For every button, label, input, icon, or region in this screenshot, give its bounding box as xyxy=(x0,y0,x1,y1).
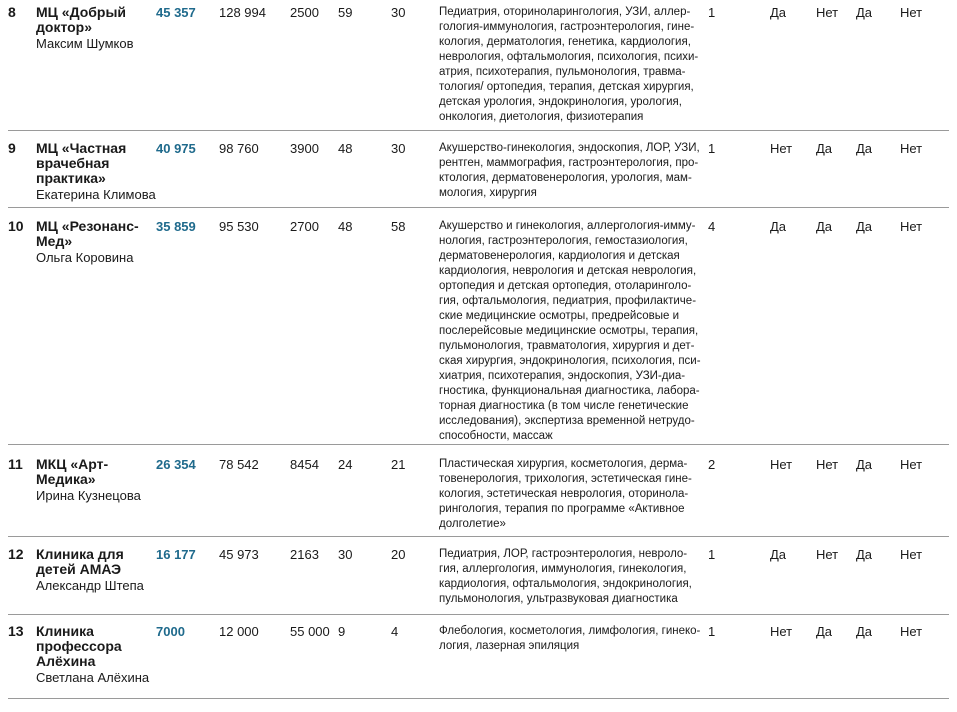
clinic-title-line: МКЦ «Арт- xyxy=(36,456,109,472)
value-col-2: 95 530 xyxy=(219,219,259,234)
specialization-line: тология/ ортопедия, терапия, детская хирургия, xyxy=(439,81,694,93)
specialization-line: ортопедия и детская ортопедия, отоларинголо- xyxy=(439,280,692,292)
value-col-3: 2700 xyxy=(290,219,319,234)
row-divider xyxy=(8,130,949,131)
director-name: Ирина Кузнецова xyxy=(36,488,141,503)
specialization-line: ская хирургия, эндокринология, психология, пси- xyxy=(439,355,701,367)
rank-number: 13 xyxy=(8,623,24,639)
flag-col-9: Нет xyxy=(816,5,839,20)
value-col-2: 78 542 xyxy=(219,457,259,472)
value-col-4: 9 xyxy=(338,624,346,639)
specialization-line: мология, хирургия xyxy=(439,187,537,199)
flag-col-8: Да xyxy=(770,547,787,562)
value-col-5: 58 xyxy=(391,219,406,234)
specializations-cell xyxy=(439,141,704,201)
value-col-2: 128 994 xyxy=(219,5,266,20)
value-col-2: 98 760 xyxy=(219,141,259,156)
flag-col-9: Нет xyxy=(816,457,839,472)
clinic-name-cell xyxy=(36,547,156,593)
value-col-3: 2500 xyxy=(290,5,319,20)
clinic-title-line: МЦ «Добрый xyxy=(36,4,127,20)
specialization-line: детская урология, эндокринология, урология, xyxy=(439,96,682,108)
value-col-5: 4 xyxy=(391,624,399,639)
specialization-line: гия, аллергология, иммунология, гинекология, xyxy=(439,563,687,575)
clinic-title-line: Клиника для xyxy=(36,546,124,562)
flag-col-10: Да xyxy=(856,5,873,20)
specialization-line: кология, дерматология, генетика, кардиология, xyxy=(439,36,691,48)
clinic-name-cell xyxy=(36,624,156,685)
revenue-value: 45 357 xyxy=(156,5,196,20)
specialization-line: атрия, психотерапия, пульмонология, травма- xyxy=(439,66,686,78)
flag-col-11: Нет xyxy=(900,547,923,562)
director-name: Александр Штепа xyxy=(36,578,144,593)
specialization-line: гия, офтальмология, педиатрия, профилактиче- xyxy=(439,295,697,307)
specialization-line: ктология, дерматовенерология, урология, мам- xyxy=(439,172,692,184)
specialization-line: пульмонология, травматология, хирургия и дет- xyxy=(439,340,695,352)
value-col-5: 30 xyxy=(391,141,406,156)
value-col-3: 3900 xyxy=(290,141,319,156)
value-col-4: 48 xyxy=(338,141,353,156)
clinic-name-cell xyxy=(36,5,156,51)
clinic-title-line: профессора xyxy=(36,638,122,654)
specialization-line: кология, эстетическая неврология, оторинола- xyxy=(439,488,689,500)
row-divider xyxy=(8,207,949,208)
specialization-line: Педиатрия, оториноларингология, УЗИ, аллер- xyxy=(439,6,691,18)
clinic-title-line: доктор» xyxy=(36,19,93,35)
specialization-line: ские медицинские осмотры, предрейсовые и xyxy=(439,310,680,322)
revenue-value: 26 354 xyxy=(156,457,196,472)
specialization-line: Флебология, косметология, лимфология, гинеко- xyxy=(439,625,701,637)
row-divider xyxy=(8,698,949,699)
clinic-title-line: Алёхина xyxy=(36,653,96,669)
specialization-line: товенерология, трихология, эстетическая гине- xyxy=(439,473,692,485)
flag-col-11: Нет xyxy=(900,624,923,639)
flag-col-10: Да xyxy=(856,219,873,234)
value-col-7: 1 xyxy=(708,624,716,639)
flag-col-10: Да xyxy=(856,624,873,639)
revenue-value: 35 859 xyxy=(156,219,196,234)
value-col-4: 30 xyxy=(338,547,353,562)
director-name: Екатерина Климова xyxy=(36,187,156,202)
flag-col-9: Да xyxy=(816,141,833,156)
clinic-title-line: врачебная xyxy=(36,155,110,171)
director-name: Ольга Коровина xyxy=(36,250,134,265)
specializations-cell xyxy=(439,219,704,444)
rank-number: 12 xyxy=(8,546,24,562)
specialization-line: дерматовенерология, кардиология и детская xyxy=(439,250,680,262)
specializations-cell xyxy=(439,547,704,607)
specialization-line: нология, гастроэнтерология, гемостазиология, xyxy=(439,235,688,247)
value-col-5: 30 xyxy=(391,5,406,20)
specialization-line: кардиология, неврология и детская неврология, xyxy=(439,265,697,277)
rank-number: 9 xyxy=(8,140,16,156)
row-divider xyxy=(8,444,949,445)
director-name: Максим Шумков xyxy=(36,36,134,51)
flag-col-11: Нет xyxy=(900,141,923,156)
value-col-7: 1 xyxy=(708,141,716,156)
specialization-line: кардиология, офтальмология, эндокринология, xyxy=(439,578,692,590)
revenue-value: 7000 xyxy=(156,624,185,639)
value-col-5: 20 xyxy=(391,547,406,562)
flag-col-8: Нет xyxy=(770,141,793,156)
value-col-7: 2 xyxy=(708,457,716,472)
specialization-line: онкология, диетология, физиотерапия xyxy=(439,111,644,123)
value-col-3: 2163 xyxy=(290,547,319,562)
specialization-line: логия, лазерная эпиляция xyxy=(439,640,580,652)
clinic-title-line: Медика» xyxy=(36,471,96,487)
specialization-line: послерейсовые медицинские осмотры, терапия, xyxy=(439,325,699,337)
specialization-line: торная диагностика (в том числе генетические xyxy=(439,400,689,412)
value-col-2: 45 973 xyxy=(219,547,259,562)
specialization-line: Педиатрия, ЛОР, гастроэнтерология, невроло- xyxy=(439,548,688,560)
revenue-value: 40 975 xyxy=(156,141,196,156)
specializations-cell xyxy=(439,457,704,532)
value-col-4: 59 xyxy=(338,5,353,20)
clinic-name-cell xyxy=(36,457,156,503)
value-col-7: 4 xyxy=(708,219,716,234)
clinic-title-line: МЦ «Резонанс- xyxy=(36,218,139,234)
flag-col-10: Да xyxy=(856,457,873,472)
clinic-title-line: Клиника xyxy=(36,623,94,639)
value-col-4: 24 xyxy=(338,457,353,472)
flag-col-11: Нет xyxy=(900,219,923,234)
value-col-3: 55 000 xyxy=(290,624,330,639)
value-col-7: 1 xyxy=(708,547,716,562)
clinic-name-cell xyxy=(36,141,156,202)
rank-number: 10 xyxy=(8,218,24,234)
specialization-line: гностика, функциональная диагностика, лабора- xyxy=(439,385,700,397)
clinic-title-line: практика» xyxy=(36,170,106,186)
flag-col-8: Нет xyxy=(770,624,793,639)
clinic-title-line: МЦ «Частная xyxy=(36,140,127,156)
specialization-line: долголетие» xyxy=(439,518,506,530)
specialization-line: Пластическая хирургия, косметология, дермa- xyxy=(439,458,688,470)
flag-col-11: Нет xyxy=(900,457,923,472)
row-divider xyxy=(8,614,949,615)
flag-col-9: Да xyxy=(816,219,833,234)
director-name: Светлана Алёхина xyxy=(36,670,150,685)
specialization-line: хиатрия, психотерапия, эндоскопия, УЗИ-диа- xyxy=(439,370,686,382)
value-col-3: 8454 xyxy=(290,457,319,472)
specializations-cell xyxy=(439,5,704,125)
specialization-line: рентген, маммография, гастроэнтерология, про- xyxy=(439,157,699,169)
specialization-line: рингология, терапия по программе «Активное xyxy=(439,503,685,515)
clinic-title-line: Мед» xyxy=(36,233,73,249)
specialization-line: Акушерство и гинекология, аллергология-имму- xyxy=(439,220,696,232)
specialization-line: исследования), экспертиза временной нетрудо- xyxy=(439,415,695,427)
flag-col-11: Нет xyxy=(900,5,923,20)
clinic-title-line: детей АМАЭ xyxy=(36,561,122,577)
flag-col-10: Да xyxy=(856,547,873,562)
specialization-line: неврология, офтальмология, психология, психи- xyxy=(439,51,699,63)
flag-col-8: Нет xyxy=(770,457,793,472)
flag-col-8: Да xyxy=(770,5,787,20)
value-col-4: 48 xyxy=(338,219,353,234)
flag-col-10: Да xyxy=(856,141,873,156)
flag-col-9: Нет xyxy=(816,547,839,562)
flag-col-8: Да xyxy=(770,219,787,234)
clinic-name-cell xyxy=(36,219,156,265)
specialization-line: пульмонология, ультразвуковая диагностика xyxy=(439,593,678,605)
value-col-7: 1 xyxy=(708,5,716,20)
rank-number: 8 xyxy=(8,4,16,20)
value-col-2: 12 000 xyxy=(219,624,259,639)
specialization-line: способности, массаж xyxy=(439,430,553,442)
value-col-5: 21 xyxy=(391,457,406,472)
flag-col-9: Да xyxy=(816,624,833,639)
specialization-line: гология-иммунология, гастроэнтерология, гине- xyxy=(439,21,695,33)
revenue-value: 16 177 xyxy=(156,547,196,562)
specialization-line: Акушерство-гинекология, эндоскопия, ЛОР, УЗИ, xyxy=(439,142,700,154)
row-divider xyxy=(8,536,949,537)
rank-number: 11 xyxy=(8,456,23,472)
specializations-cell xyxy=(439,624,704,654)
